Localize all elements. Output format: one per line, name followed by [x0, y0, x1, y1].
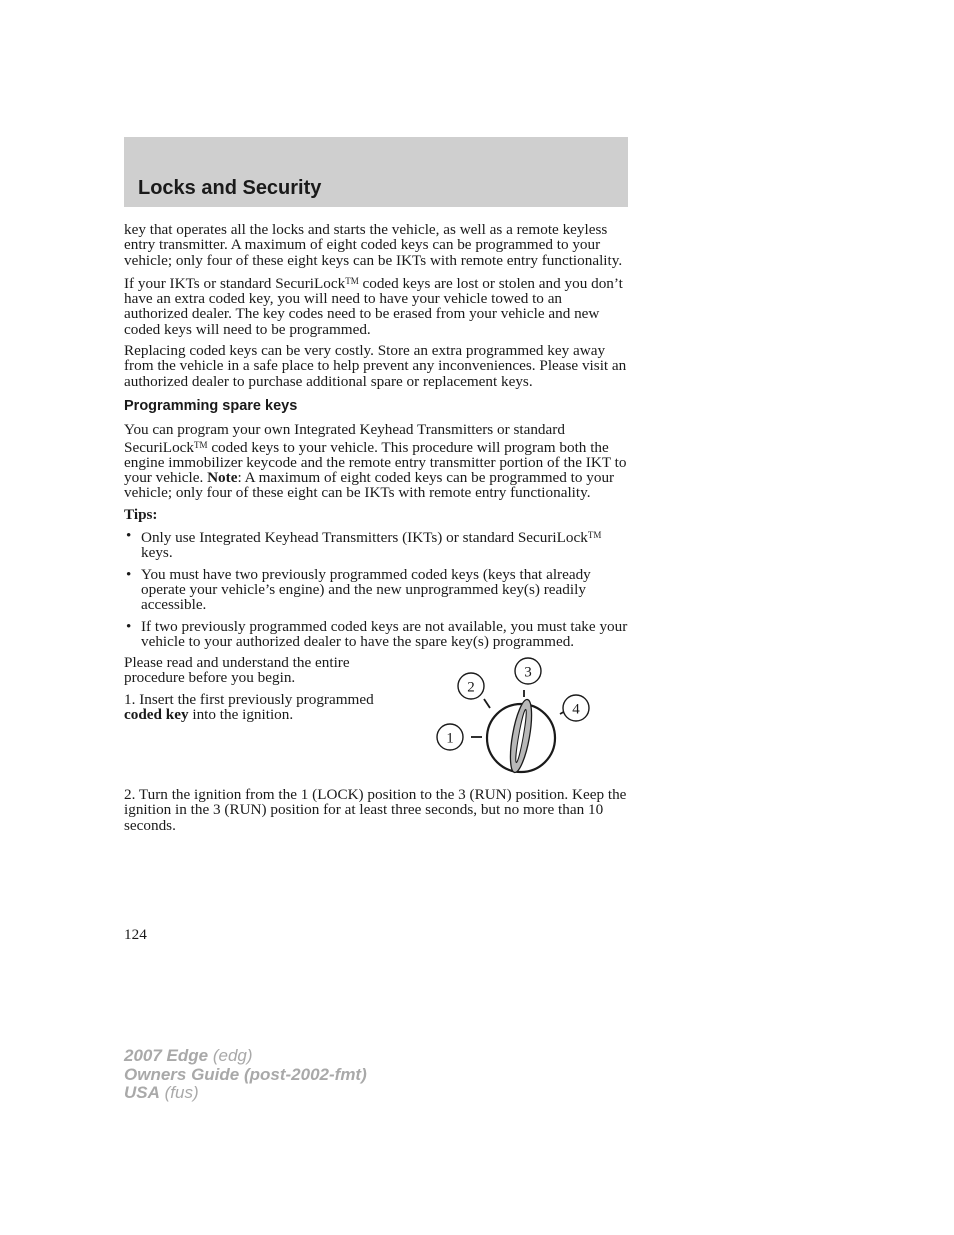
- tick-mark-2: [484, 699, 490, 708]
- footer-line-market: USA (fus): [124, 1083, 199, 1102]
- footer-line-guide: Owners Guide (post-2002-fmt): [124, 1064, 367, 1084]
- list-item: • You must have two previously programmed coded keys (keys that already operate your vehicle’s engine) and the new unprogrammed key(s) readily accessible.: [126, 565, 591, 614]
- paragraph-read-procedure: Please read and understand the entire procedure before you begin.: [124, 654, 350, 687]
- footer-line-model: 2007 Edge (edg): [124, 1046, 253, 1065]
- list-item: • Only use Integrated Keyhead Transmitters (IKTs) or standard SecuriLock™ keys.: [126, 527, 602, 562]
- position-1-label: 1: [446, 730, 454, 747]
- tips-list: [124, 528, 628, 649]
- paragraph-program-own-keys: You can program your own Integrated Keyhead Transmitters or standard SecuriLock™ coded keys to your vehicle. This procedure will program both the engine immobilizer keycode and the remote entry transmitter portion of the IKT to your vehicle. Note: A maximum of eight coded keys can be programmed to your vehicle; only four of these eight can be IKTs with remote entry functionality.: [124, 421, 627, 502]
- step-2: 2. Turn the ignition from the 1 (LOCK) position to the 3 (RUN) position. Keep the ignition in the 3 (RUN) position for at least three seconds, but no more than 10 seconds.: [124, 786, 627, 834]
- paragraph-replacing-keys: Replacing coded keys can be very costly. Store an extra programmed key away from the vehicle in a safe place to help prevent any inconveniences. Please visit an authorized dealer to purchase additional spare or replacement keys.: [124, 342, 627, 390]
- procedure-with-diagram: [124, 655, 628, 787]
- list-item: • If two previously programmed coded keys are not available, you must take your vehicle to your authorized dealer to have the spare key(s) programmed.: [126, 617, 628, 650]
- position-2-label: 2: [467, 679, 475, 696]
- section-title: Locks and Security: [138, 177, 322, 199]
- note-label: Note: [207, 469, 238, 487]
- trademark-mark: TM: [345, 275, 359, 286]
- subheading-programming-spare-keys: Programming spare keys: [124, 397, 298, 414]
- paragraph-coded-key-intro: key that operates all the locks and starts the vehicle, as well as a remote keyless entry transmitter. A maximum of eight coded keys can be programmed to your vehicle; only four of these eight keys can be IKTs with remote entry functionality.: [124, 221, 623, 269]
- bullet-marker: •: [126, 527, 132, 545]
- trademark-mark: TM: [194, 439, 208, 450]
- page-number: 124: [124, 926, 147, 943]
- procedure-intro-column: [124, 655, 374, 722]
- position-3-label: 3: [524, 664, 532, 681]
- ignition-positions-diagram: [430, 653, 596, 779]
- trademark-mark: TM: [587, 530, 602, 541]
- document-footer: [124, 1047, 367, 1103]
- bullet-marker: •: [126, 617, 132, 635]
- paragraph-lost-keys: If your IKTs or standard SecuriLock™ coded keys are lost or stolen and you don’t have an extra coded key, you will need to have your vehicle towed to an authorized dealer. The key codes need to be erased from your vehicle and new coded keys will need to be programmed.: [124, 274, 623, 338]
- coded-key-emphasis: coded key: [124, 706, 189, 724]
- bullet-marker: •: [126, 565, 132, 583]
- position-4-label: 4: [572, 701, 580, 718]
- step-1: 1. Insert the first previously programmed coded key into the ignition.: [124, 690, 374, 724]
- section-header-band: [124, 137, 628, 207]
- tips-label: Tips:: [124, 505, 158, 523]
- page-content: [124, 222, 628, 839]
